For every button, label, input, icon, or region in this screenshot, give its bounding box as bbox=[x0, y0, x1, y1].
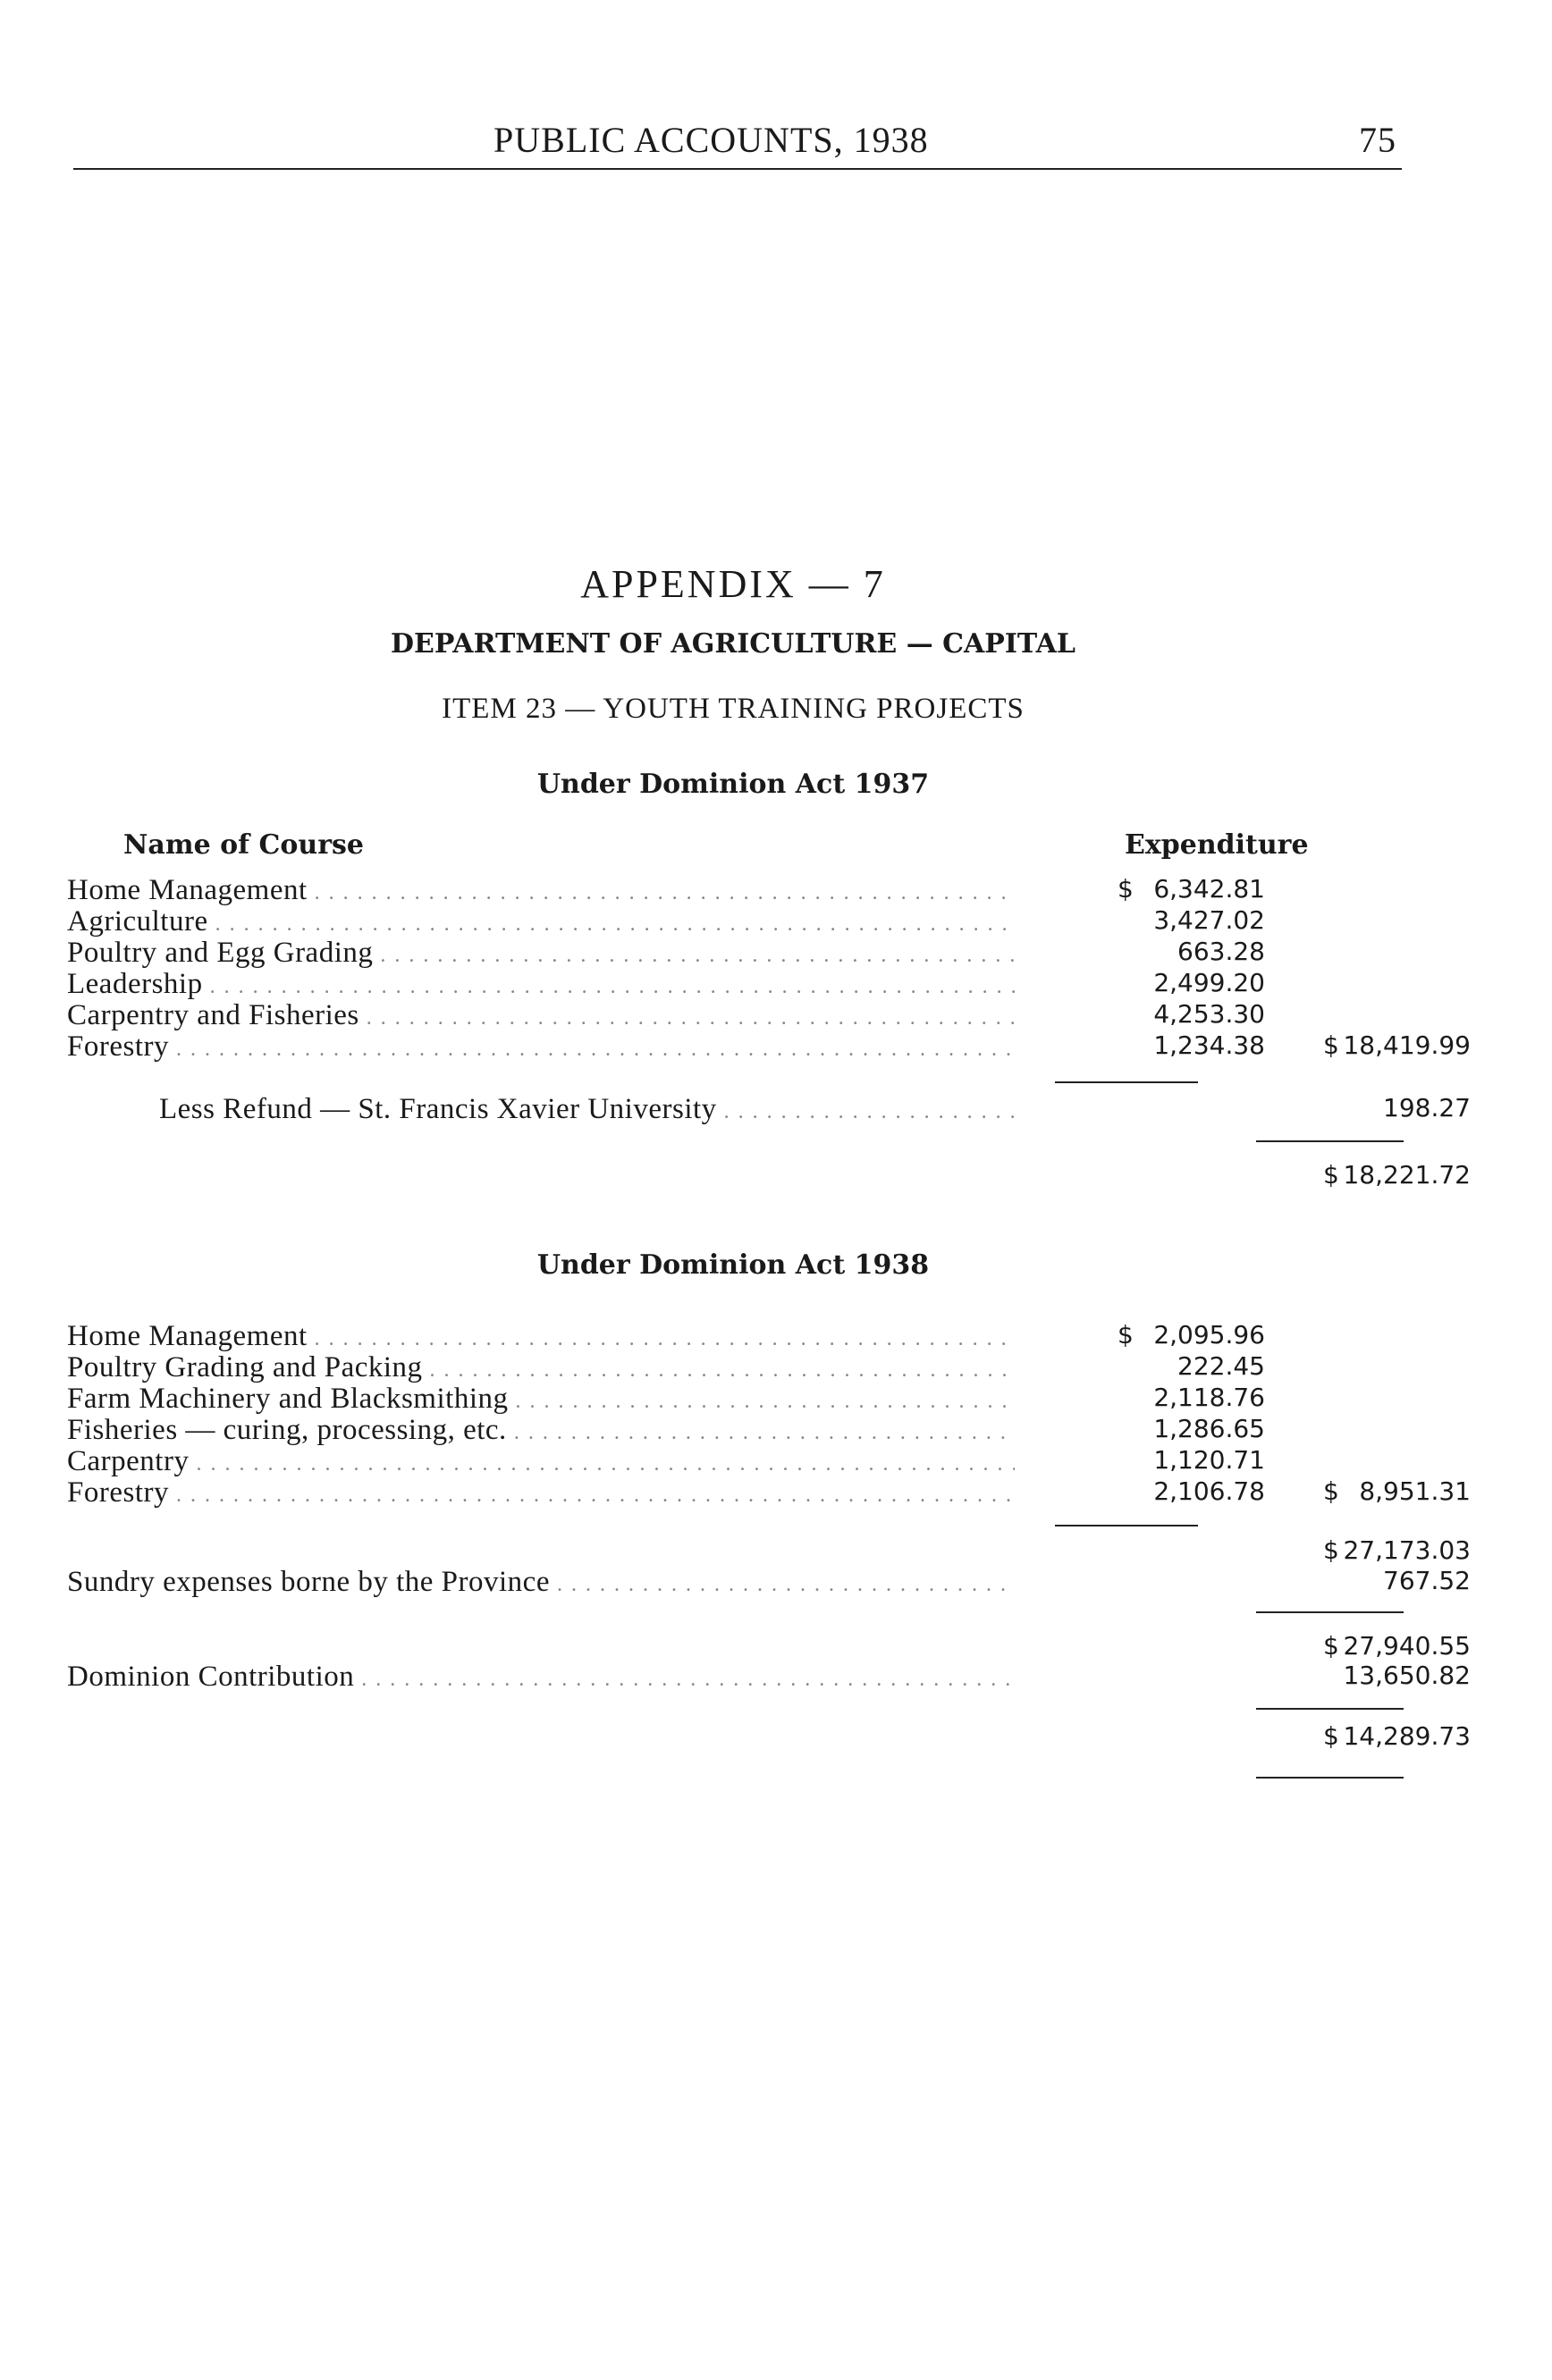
final-rule bbox=[1256, 1708, 1404, 1710]
row-amount: 2,095.96 bbox=[1153, 1320, 1265, 1350]
column-header-expenditure: Expenditure bbox=[1125, 829, 1309, 861]
dollar-sign: $ bbox=[1323, 1030, 1339, 1060]
row-label: Forestry . . . bbox=[67, 1030, 1015, 1064]
row-label: Home Management . . . bbox=[67, 874, 1015, 907]
final-total-amount: 14,289.73 bbox=[1343, 1721, 1471, 1751]
row-label: Agriculture . . . bbox=[67, 905, 1015, 938]
dollar-sign: $ bbox=[1323, 1721, 1339, 1751]
gross-rule bbox=[1256, 1611, 1404, 1613]
sundry-label: Sundry expenses borne by the Province . . . bbox=[67, 1566, 1015, 1599]
row-amount: 2,499.20 bbox=[1153, 968, 1265, 997]
dollar-sign: $ bbox=[1323, 1631, 1339, 1661]
net-total-amount: 18,221.72 bbox=[1343, 1160, 1471, 1190]
page-number: 75 bbox=[1359, 120, 1396, 160]
subtotal-amount: 8,951.31 bbox=[1359, 1476, 1471, 1506]
department-title: DEPARTMENT OF AGRICULTURE — CAPITAL bbox=[391, 628, 1075, 660]
gross-total-amount: 27,940.55 bbox=[1343, 1631, 1471, 1661]
row-amount: 222.45 bbox=[1177, 1351, 1265, 1381]
row-amount: 2,106.78 bbox=[1153, 1476, 1265, 1506]
section-1938-heading: Under Dominion Act 1938 bbox=[536, 1249, 930, 1281]
row-label: Leadership . . . bbox=[67, 968, 1015, 1001]
header-rule bbox=[73, 168, 1402, 170]
row-label: Carpentry and Fisheries . . . bbox=[67, 999, 1015, 1032]
row-label: Carpentry . . . bbox=[67, 1445, 1015, 1478]
subtotal-amount: 18,419.99 bbox=[1343, 1030, 1471, 1060]
row-amount: 1,120.71 bbox=[1153, 1445, 1265, 1475]
row-label: Poultry Grading and Packing . . . bbox=[67, 1351, 1015, 1384]
combined-total-amount: 27,173.03 bbox=[1343, 1535, 1471, 1565]
row-amount: 6,342.81 bbox=[1153, 874, 1265, 904]
section-1937-heading: Under Dominion Act 1937 bbox=[536, 769, 930, 800]
column-header-name: Name of Course bbox=[123, 829, 364, 861]
row-amount: 4,253.30 bbox=[1153, 999, 1265, 1029]
row-amount: 1,234.38 bbox=[1153, 1030, 1265, 1060]
row-label: Home Management . . . bbox=[67, 1320, 1015, 1353]
row-amount: 3,427.02 bbox=[1153, 905, 1265, 935]
dollar-sign: $ bbox=[1118, 874, 1134, 904]
row-label: Farm Machinery and Blacksmithing . . . bbox=[67, 1383, 1015, 1416]
row-amount: 2,118.76 bbox=[1153, 1383, 1265, 1412]
final-underline bbox=[1256, 1777, 1404, 1779]
row-amount: 663.28 bbox=[1177, 937, 1265, 966]
item-title: ITEM 23 — YOUTH TRAINING PROJECTS bbox=[442, 693, 1025, 725]
row-label: Fisheries — curing, processing, etc. . . . bbox=[67, 1414, 1015, 1447]
appendix-title: APPENDIX — 7 bbox=[580, 562, 886, 606]
dollar-sign: $ bbox=[1118, 1320, 1134, 1350]
sundry-amount: 767.52 bbox=[1383, 1566, 1471, 1595]
row-amount: 1,286.65 bbox=[1153, 1414, 1265, 1443]
subtotal-rule bbox=[1055, 1525, 1198, 1526]
row-label: Poultry and Egg Grading . . . bbox=[67, 937, 1015, 970]
subtotal-rule bbox=[1055, 1081, 1198, 1083]
dollar-sign: $ bbox=[1323, 1476, 1339, 1506]
dominion-amount: 13,650.82 bbox=[1343, 1661, 1471, 1690]
refund-amount: 198.27 bbox=[1383, 1093, 1471, 1123]
dollar-sign: $ bbox=[1323, 1160, 1339, 1190]
page-header-title: PUBLIC ACCOUNTS, 1938 bbox=[493, 120, 929, 160]
row-label: Forestry . . . bbox=[67, 1476, 1015, 1510]
dollar-sign: $ bbox=[1323, 1535, 1339, 1565]
net-rule bbox=[1256, 1140, 1404, 1142]
dominion-label: Dominion Contribution . . . bbox=[67, 1661, 1015, 1694]
refund-label: Less Refund — St. Francis Xavier University . . . bbox=[159, 1093, 1015, 1126]
